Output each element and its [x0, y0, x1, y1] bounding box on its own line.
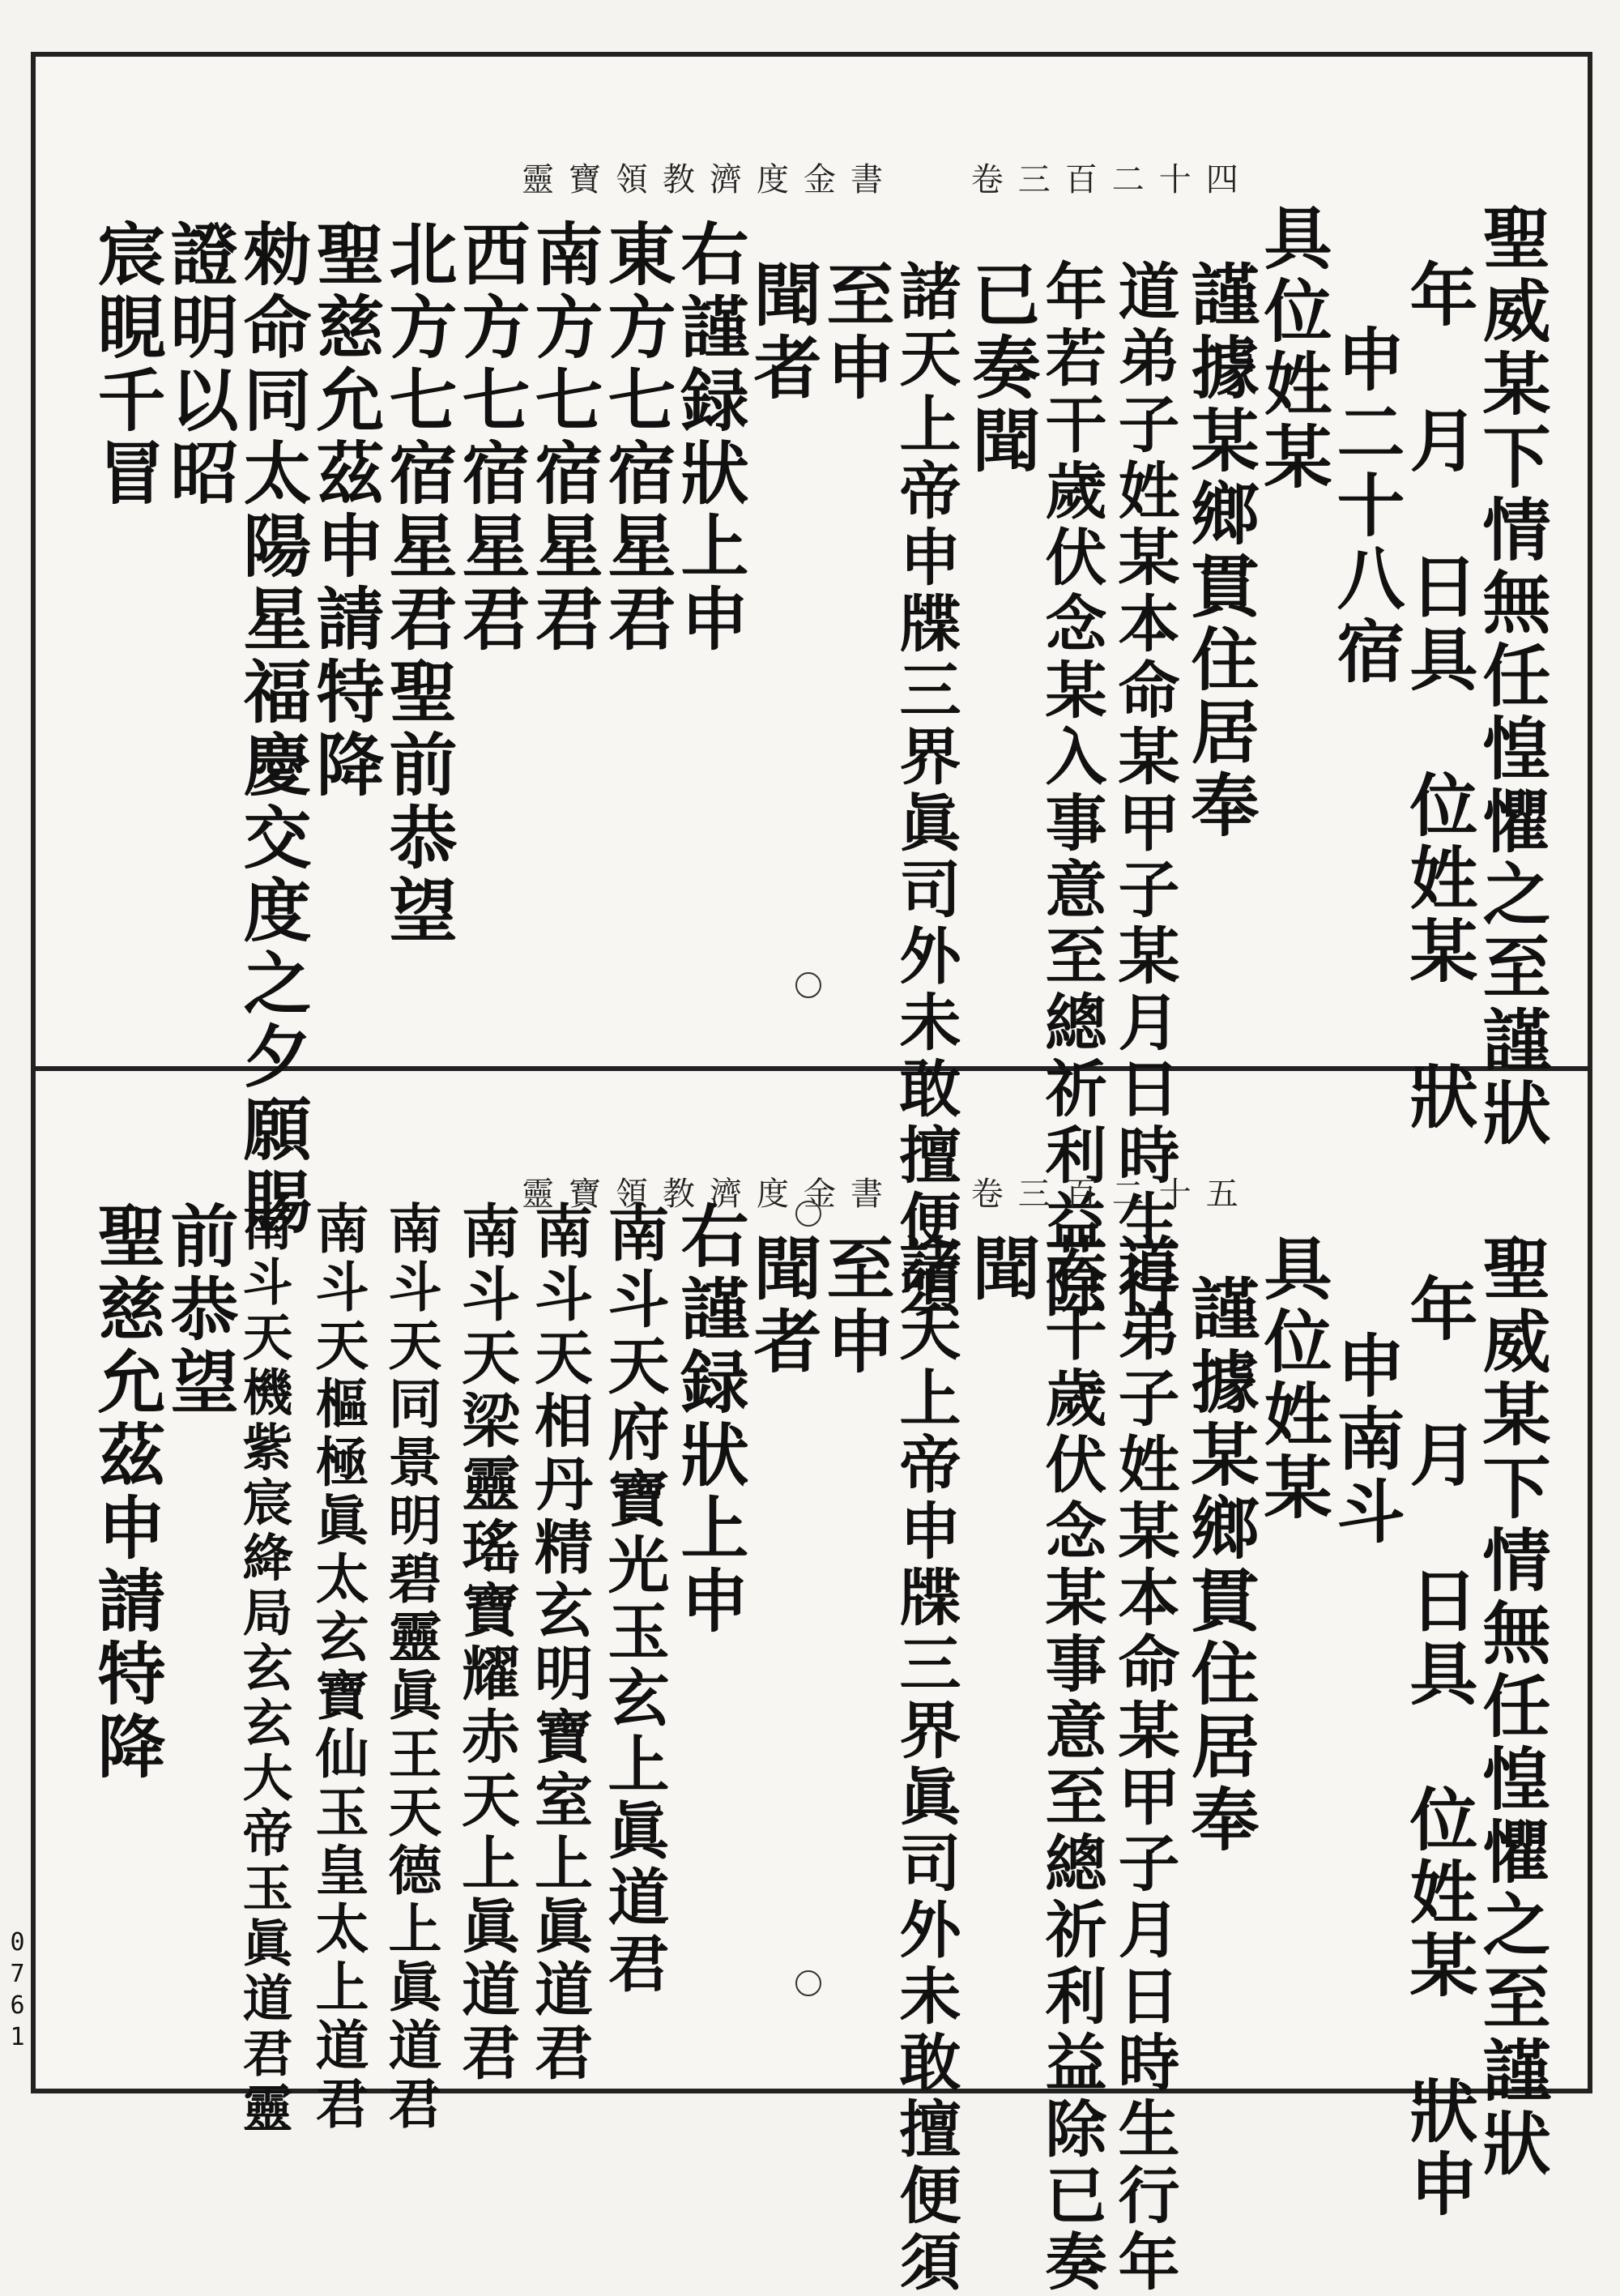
text-column: 申南斗	[1326, 1330, 1406, 1549]
text-column: 年若干歲伏念某入事意至總祈利益除	[1035, 259, 1107, 1322]
text-column: 聖慈允茲申請特降	[305, 219, 386, 802]
text-column: 若干歲伏念某事意至總祈利益除已奏	[1035, 1233, 1107, 2296]
text-column: 至申	[816, 1233, 896, 1379]
text-column: 聞	[961, 1233, 1042, 1306]
text-column: 至申	[816, 259, 896, 405]
text-column: 證明以昭	[160, 219, 240, 510]
bottom-header-volume: 卷三百二十五	[970, 1176, 1253, 1213]
bottom-header-title: 靈寶領教濟度金書	[522, 1176, 897, 1213]
text-column: 聖慈允茲申請特降	[87, 1201, 167, 1784]
text-column: 年 月 日具 位姓某 狀申	[1399, 1274, 1479, 2221]
circle-mark	[795, 972, 821, 998]
text-column: 右謹録狀上申	[670, 1201, 750, 1638]
text-column: 南方七宿星君	[524, 219, 604, 656]
top-header	[522, 154, 1253, 200]
text-column: 南斗天梁靈瑤寶耀赤天上眞道君	[452, 1201, 521, 2085]
text-column: 宸睍千冒	[87, 219, 167, 510]
text-column: 申二十八宿	[1326, 324, 1406, 689]
text-column: 聞者	[743, 259, 823, 405]
text-column: 具位姓某	[1253, 203, 1333, 494]
text-column: 前恭望	[160, 1201, 240, 1419]
text-column: 東方七宿星君	[597, 219, 677, 656]
top-header-title: 靈寶領教濟度金書	[522, 161, 897, 198]
text-column: 南斗天機紫宸絳局玄玄大帝玉眞道君靈	[234, 1201, 293, 2137]
text-column: 北方七宿星君聖前恭望	[378, 219, 458, 948]
text-column: 年 月 日具 位姓某 狀	[1399, 259, 1479, 1134]
text-column: 南斗天府寶光玉玄上眞道君	[598, 1201, 670, 1998]
top-header-volume: 卷三百二十四	[970, 161, 1253, 198]
text-column: 諸天上帝申牒三界眞司外未敢擅便須	[889, 259, 961, 1322]
text-column: 諸天上帝申牒三界眞司外未敢擅便須	[889, 1233, 961, 2296]
text-column: 道弟子姓某本命某甲子某月日時生行	[1108, 259, 1180, 1322]
text-column: 南斗天樞極眞太玄寶仙玉皇太上道君	[306, 1201, 369, 2134]
text-column: 聖威某下情無任惶懼之至謹狀	[1472, 203, 1552, 1150]
text-column: 謹據某鄉貫住居奉	[1180, 1274, 1260, 1857]
circle-mark	[795, 1970, 821, 1996]
circle-mark	[795, 1201, 821, 1227]
text-column: 南斗天同景明碧靈眞王天德上眞道君	[379, 1201, 442, 2134]
text-column: 道弟子姓某本命某甲子月日時生行年	[1108, 1233, 1180, 2296]
text-column: 西方七宿星君	[451, 219, 531, 656]
text-column: 聖威某下情無任惶懼之至謹狀	[1472, 1233, 1552, 2181]
text-column: 謹據某鄉貫住居奉	[1180, 259, 1260, 843]
text-column: 已奏聞	[961, 259, 1042, 478]
text-column: 右謹録狀上申	[670, 219, 750, 656]
text-column: 勑命同太陽星福慶交度之夕願賜	[232, 219, 313, 1240]
text-column: 南斗天相丹精玄明寶室上眞道君	[525, 1201, 594, 2085]
page-number: 0761	[3, 1928, 32, 2055]
bottom-panel	[36, 1071, 1588, 2296]
text-column: 具位姓某	[1253, 1233, 1333, 1525]
text-column: 聞者	[743, 1233, 823, 1379]
